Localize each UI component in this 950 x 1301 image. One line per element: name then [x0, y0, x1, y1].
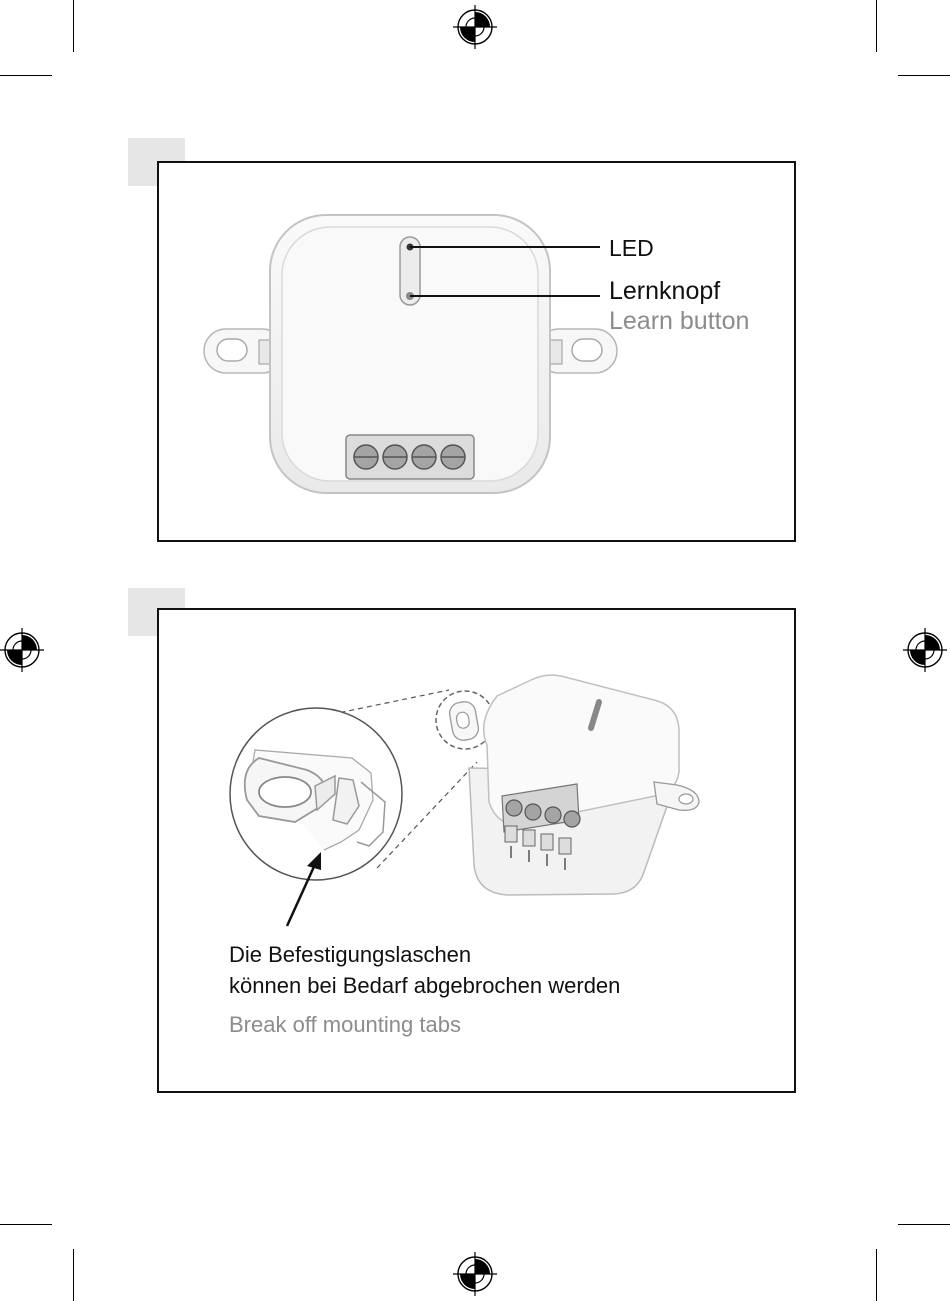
registration-mark-icon: [453, 5, 497, 49]
tab-detail-zoom: [230, 708, 402, 880]
caption-de-line-2: können bei Bedarf abgebrochen werden: [229, 973, 621, 998]
crop-mark-icon: [898, 1224, 950, 1225]
caption-en: Break off mounting tabs: [229, 1012, 461, 1037]
crop-mark-icon: [876, 1249, 877, 1301]
device-mounting-tab-left: [448, 700, 480, 742]
led-label: LED: [609, 235, 654, 261]
figure-1-panel: [157, 161, 796, 542]
crop-mark-icon: [898, 75, 950, 76]
crop-mark-icon: [73, 1249, 74, 1301]
caption-de-line-1: Die Befestigungslaschen: [229, 942, 472, 967]
crop-mark-icon: [0, 1224, 52, 1225]
crop-mark-icon: [73, 0, 74, 52]
registration-mark-icon: [903, 628, 947, 672]
registration-mark-icon: [0, 628, 44, 672]
learn-button-label-en: Learn button: [609, 307, 750, 335]
crop-mark-icon: [876, 0, 877, 52]
learn-button-label-de: Lernknopf: [609, 277, 721, 305]
registration-mark-icon: [453, 1252, 497, 1296]
figure-2-panel: [157, 608, 796, 1093]
device-body-3d: [469, 675, 679, 895]
device-top-view: [159, 163, 794, 540]
crop-mark-icon: [0, 75, 52, 76]
terminal-block: [346, 435, 474, 479]
